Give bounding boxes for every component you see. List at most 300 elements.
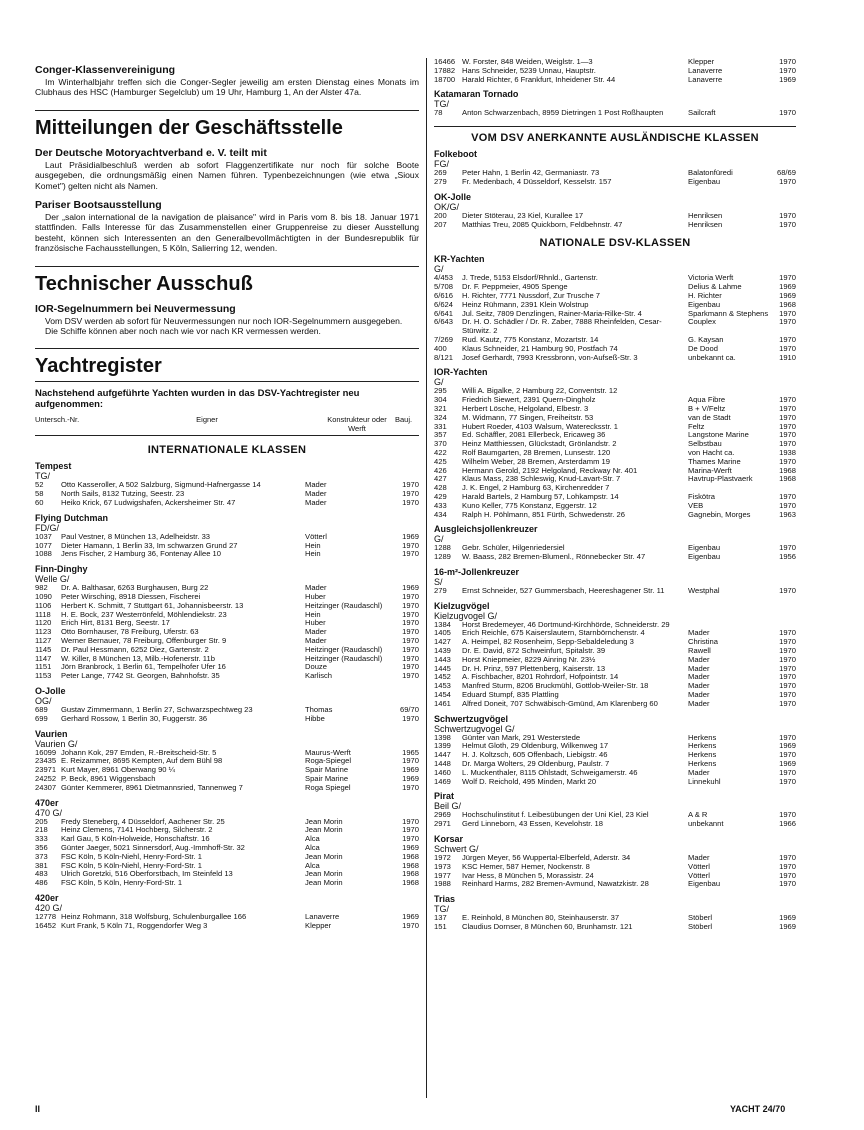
- owner: Dr. Marga Wolters, 29 Oldenburg, Paulstr. 7: [462, 759, 610, 769]
- builder: Thames Marine: [688, 456, 741, 466]
- builder: Balatonfüredi: [688, 168, 733, 178]
- builder: Herkens: [688, 759, 717, 769]
- owner: FSC Köln, 5 Köln-Niehl, Henry-Ford-Str. 1: [61, 851, 202, 861]
- sail-number: 400: [434, 343, 447, 353]
- sail-number: 699: [35, 713, 48, 723]
- build-year: 1970: [779, 412, 796, 422]
- builder: Spair Marine: [305, 774, 349, 783]
- table-row: [434, 221, 796, 230]
- builder: Heitzinger (Raudaschl): [305, 600, 383, 610]
- builder: Herkens: [688, 741, 717, 751]
- owner: Dieter Stöterau, 23 Kiel, Kurallee 17: [462, 210, 584, 220]
- build-year: 1970: [779, 176, 796, 186]
- owner: Harald Bartels, 2 Hamburg 57, Lohkampstr. 14: [462, 491, 619, 501]
- sail-number: 373: [35, 851, 48, 861]
- owner: Peter Wirsching, 8918 Diessen, Fischerei: [61, 592, 201, 602]
- build-year: 1970: [402, 549, 419, 559]
- build-year: 1970: [779, 403, 796, 413]
- builder: Roga Spiegel: [305, 782, 351, 792]
- build-year: 1963: [779, 509, 796, 519]
- build-year: 1968: [402, 851, 419, 861]
- build-year: 1970: [779, 108, 796, 118]
- register-column-header: [35, 416, 419, 436]
- build-year: 1970: [402, 920, 419, 930]
- owner: Klaus Mass, 238 Schleswig, Knud-Lavart-Str. 7: [462, 474, 621, 484]
- sail-number: 60: [35, 498, 44, 508]
- owner: Kurt Mayer, 8961 Oberwang 90 ¼: [61, 765, 175, 775]
- owner: Friedrich Siewert, 2391 Quern-Dingholz: [462, 395, 596, 405]
- sail-number: 689: [35, 705, 48, 715]
- owner: Herbert K. Schmitt, 7 Stuttgart 61, Johannisbeerstr. 13: [61, 600, 244, 610]
- build-year: 1969: [779, 922, 796, 932]
- sail-number: 2969: [434, 810, 451, 820]
- builder: Klepper: [305, 920, 332, 930]
- sail-number: 5/708: [434, 282, 454, 292]
- build-year: 1970: [779, 317, 796, 327]
- owner: Hubert Roeder, 4103 Walsum, Waterecksstr. 1: [462, 421, 619, 431]
- owner: Ed. Schäffler, 2081 Ellerbeck, Ericaweg 36: [462, 430, 606, 440]
- sail-number: 295: [434, 386, 447, 396]
- build-year: 1970: [402, 627, 419, 637]
- table-row: [434, 587, 796, 596]
- build-year: 1970: [779, 273, 796, 283]
- build-year: 1970: [779, 681, 796, 691]
- owner: Heiko Krick, 67 Ludwigshafen, Ackersheimer Str. 47: [61, 498, 236, 508]
- sail-number: 12778: [35, 911, 57, 921]
- sail-number: 24252: [35, 774, 57, 783]
- sail-number: 331: [434, 421, 447, 431]
- builder: Alca: [305, 842, 320, 852]
- class-block: [35, 461, 419, 507]
- builder: Vötterl: [688, 861, 710, 871]
- builder: Hein: [305, 540, 321, 550]
- builder: Jean Morin: [305, 878, 343, 888]
- builder: Lanaverre: [688, 74, 723, 84]
- foreign-classes-heading: VOM DSV ANERKANNTE AUSLÄNDISCHE KLASSEN: [434, 126, 796, 144]
- sail-number: 137: [434, 913, 447, 923]
- owner: Heinz Rühmann, 2391 Klein Wolstrup: [462, 299, 589, 309]
- builder: Selbstbau: [688, 439, 722, 449]
- builder: von Hacht ca.: [688, 447, 735, 457]
- class-block: [434, 567, 796, 596]
- sail-number: 269: [434, 168, 447, 178]
- sail-number: 357: [434, 430, 447, 440]
- builder: Vötterl: [305, 531, 327, 541]
- sail-number: 427: [434, 474, 447, 484]
- owner: Heinz Clemens, 7141 Hochberg, Silcherstr. 2: [61, 825, 213, 835]
- sail-number: 1453: [434, 681, 451, 691]
- owner: Dr. F. Peppmeier, 4905 Spenge: [462, 282, 568, 292]
- build-year: 1970: [779, 395, 796, 405]
- sail-number: 8/121: [434, 352, 454, 362]
- owner: Karl Gau, 5 Köln-Holweide, Honschaftstr. 16: [61, 834, 210, 844]
- build-year: 1970: [402, 600, 419, 610]
- class-sail-sign: TG/: [434, 99, 449, 110]
- owner: Fredy Steneberg, 4 Düsseldorf, Aachener Str. 25: [61, 816, 225, 826]
- sail-number: 1090: [35, 592, 52, 602]
- builder: Huber: [305, 618, 326, 628]
- build-year: 1968: [402, 869, 419, 879]
- owner: Hermann Gerold, 2192 Helgoland, Reckway Nr. 401: [462, 465, 638, 475]
- builder: Christina: [688, 637, 718, 647]
- sail-number: 4/453: [434, 273, 454, 283]
- build-year: 1970: [402, 540, 419, 550]
- sail-number: 324: [434, 412, 447, 422]
- owner: A. Fischbacher, 8201 Rohrdorf, Hofpointstr. 14: [462, 672, 619, 682]
- owner: P. Beck, 8961 Wiggensbach: [61, 774, 156, 783]
- sail-number: 24307: [35, 782, 57, 792]
- owner: Herbert Lösche, Helgoland, Elbestr. 3: [462, 403, 589, 413]
- table-row: [434, 511, 796, 520]
- owner: H. E. Bock, 237 Westerrönfeld, Möhlendiekstr. 23: [61, 609, 227, 619]
- build-year: 1970: [779, 870, 796, 880]
- sail-number: 207: [434, 219, 447, 229]
- builder: Aqua Fibre: [688, 395, 726, 405]
- class-block: [434, 89, 796, 118]
- motoryacht-heading: Der Deutsche Motoryachtverband e. V. teilt mit: [35, 146, 267, 159]
- owner: Gerhard Rossow, 1 Berlin 30, Fuggerstr. 36: [61, 713, 208, 723]
- owner: W. Killer, 8 München 13, Milb.-Hofenerstr. 11b: [61, 653, 215, 663]
- owner: Heinz Rohmann, 318 Wolfsburg, Schulenburgallee 166: [61, 911, 247, 921]
- class-name: Trias: [434, 894, 456, 905]
- build-year: 1970: [779, 500, 796, 510]
- boot-show-text: Der „salon international de la navigation de plaisance" wird in Paris vom 8. bis 18. Januar 1971 stattfinden. Falls Interesse für das Zusammenstellen einer Gruppenreise zu dieser Ausstellung besteht, können sich Interessenten an den Generalbevollmächtigten in der Bundesrepublik für französische Fachausstellungen, 5 Köln, Salierring 12, wenden.: [35, 212, 419, 254]
- build-year: 1970: [779, 732, 796, 742]
- table-row: [35, 879, 419, 888]
- owner: M. Widmann, 77 Singen, Freiheitstr. 53: [462, 412, 594, 422]
- class-name: Kielzugvögel: [434, 600, 490, 611]
- class-block: [35, 686, 419, 724]
- builder: Maurus-Werft: [305, 747, 351, 757]
- ior-text-1: Vom DSV werden ab sofort für Neuvermessungen nur noch IOR-Segelnummern ausgegeben.: [45, 315, 403, 326]
- builder: G. Kaysan: [688, 334, 724, 344]
- build-year: 1970: [402, 834, 419, 844]
- ior-text-2: Die Schiffe können aber noch nach wie vor nach KR vermessen werden.: [45, 326, 321, 337]
- build-year: 1938: [779, 447, 796, 457]
- sail-number: 1088: [35, 549, 52, 559]
- owner: FSC Köln, 5 Köln-Niehl, Henry-Ford-Str. 1: [61, 860, 202, 870]
- sail-number: 1120: [35, 618, 52, 628]
- owner: J. Trede, 5153 Elsdorf/Rhnld., Gartenstr.: [462, 273, 598, 283]
- builder: VEB: [688, 500, 704, 510]
- sail-number: 1147: [35, 653, 52, 663]
- sail-number: 1399: [434, 741, 451, 751]
- class-sail-sign: 470 G/: [35, 807, 63, 818]
- builder: Huber: [305, 592, 326, 602]
- class-sail-sign: G/: [434, 377, 444, 388]
- builder: Eigenbau: [688, 299, 721, 309]
- builder: Marina-Werft: [688, 465, 732, 475]
- sail-number: 434: [434, 509, 447, 519]
- build-year: 1970: [779, 628, 796, 638]
- build-year: 1970: [402, 636, 419, 646]
- page-number: II: [35, 1104, 41, 1114]
- builder: Fiskötra: [688, 491, 716, 501]
- build-year: 1970: [779, 879, 796, 889]
- sail-number: 1443: [434, 654, 451, 664]
- build-year: 1969: [402, 765, 419, 775]
- table-row: [434, 318, 796, 336]
- class-name: Schwertzugvögel: [434, 713, 509, 724]
- class-block: [434, 192, 796, 230]
- build-year: 1970: [402, 816, 419, 826]
- build-year: 1970: [402, 671, 419, 681]
- left-column: [35, 58, 419, 931]
- owner: Rolf Baumgarten, 28 Bremen, Lunsestr. 120: [462, 447, 611, 457]
- builder: Mader: [688, 690, 710, 700]
- builder: Mader: [688, 698, 710, 708]
- class-block: [434, 254, 796, 362]
- sail-number: 52: [35, 480, 44, 490]
- builder: unbekannt: [688, 819, 724, 829]
- col-builder: Konstrukteur oder Werft: [327, 415, 387, 433]
- build-year: 1969: [402, 842, 419, 852]
- sail-number: 17882: [434, 65, 456, 75]
- builder: Eigenbau: [688, 176, 721, 186]
- build-year: 1970: [402, 489, 419, 499]
- sail-number: 1288: [434, 543, 451, 553]
- sail-number: 1988: [434, 879, 451, 889]
- builder: Mader: [305, 498, 327, 508]
- class-block: [35, 729, 419, 793]
- owner: Wilhelm Weber, 28 Bremen, Arsterdamm 19: [462, 456, 610, 466]
- build-year: 1970: [779, 57, 796, 66]
- class-name: Flying Dutchman: [35, 512, 109, 523]
- sail-number: 429: [434, 491, 447, 501]
- sail-number: 279: [434, 585, 447, 595]
- sail-number: 1454: [434, 690, 451, 700]
- build-year: 1956: [779, 552, 796, 562]
- builder: Henriksen: [688, 219, 723, 229]
- class-name: O-Jolle: [35, 686, 66, 697]
- builder: Mader: [688, 628, 710, 638]
- class-sail-sign: OG/: [35, 696, 52, 707]
- class-block: [434, 524, 796, 562]
- build-year: 1970: [779, 637, 796, 647]
- builder: Jean Morin: [305, 851, 343, 861]
- owner: Manfred Sturm, 8206 Bruckmühl, Gottlob-Weiler-Str. 18: [462, 681, 649, 691]
- sail-number: 1977: [434, 870, 451, 880]
- sail-number: 1972: [434, 853, 451, 863]
- left-class-list: [35, 461, 419, 930]
- table-row: [35, 672, 419, 681]
- builder: Jean Morin: [305, 869, 343, 879]
- class-block: [35, 798, 419, 888]
- register-heading: Yachtregister: [35, 348, 419, 377]
- owner: Hans Schneider, 5239 Unnau, Hauptstr.: [462, 65, 596, 75]
- technik-heading: Technischer Ausschuß: [35, 266, 419, 295]
- build-year: 68/69: [776, 168, 796, 178]
- build-year: 1970: [779, 210, 796, 220]
- owner: Otto Kasseroller, A 502 Salzburg, Sigmund-Hafnergasse 14: [61, 480, 261, 490]
- class-sail-sign: S/: [434, 576, 443, 587]
- build-year: 1969: [779, 290, 796, 300]
- national-class-list: [434, 254, 796, 931]
- builder: Heitzinger (Raudaschl): [305, 644, 383, 654]
- class-block: [434, 601, 796, 709]
- class-block: [35, 513, 419, 559]
- sail-number: 200: [434, 210, 447, 220]
- build-year: 1969: [402, 911, 419, 921]
- sail-number: 1427: [434, 637, 451, 647]
- owner: Ivar Hess, 8 München 5, Morassistr. 24: [462, 870, 594, 880]
- class-block: [434, 894, 796, 932]
- build-year: 1970: [779, 646, 796, 656]
- builder: Hein: [305, 609, 321, 619]
- sail-number: 1452: [434, 672, 451, 682]
- sail-number: 18700: [434, 74, 456, 84]
- sail-number: 218: [35, 825, 48, 835]
- table-row: [434, 923, 796, 932]
- boot-show-heading: Pariser Bootsausstellung: [35, 199, 162, 212]
- sail-number: 1398: [434, 732, 451, 742]
- builder: Mader: [688, 663, 710, 673]
- sail-number: 1469: [434, 776, 451, 786]
- builder: Stöberl: [688, 913, 713, 923]
- build-year: 1910: [779, 352, 796, 362]
- table-row: [434, 700, 796, 709]
- class-name: 470er: [35, 797, 59, 808]
- builder: Mader: [305, 583, 327, 593]
- build-year: 1970: [402, 653, 419, 663]
- owner: Harald Richter, 6 Frankfurt, Inheidener Str. 44: [462, 74, 616, 84]
- register-intro: Nachstehend aufgeführte Yachten wurden in das DSV-Yachtregister neu aufgenommen:: [35, 381, 419, 410]
- ior-heading: IOR-Segelnummern bei Neuvermessung: [35, 302, 236, 315]
- build-year: 1970: [779, 219, 796, 229]
- sail-number: 1037: [35, 531, 52, 541]
- sail-number: 16466: [434, 57, 456, 66]
- sail-number: 1460: [434, 767, 451, 777]
- owner: Otto Bornhauser, 78 Freiburg, Uferstr. 63: [61, 627, 199, 637]
- sail-number: 483: [35, 869, 48, 879]
- builder: Sparkmann & Stephens: [688, 308, 769, 318]
- sail-number: 1077: [35, 540, 52, 550]
- build-year: 1970: [779, 810, 796, 820]
- owner: Horst Kniepmeier, 8229 Ainring Nr. 23½: [462, 654, 596, 664]
- owner: Claudius Dornser, 8 München 60, Brunhamstr. 121: [462, 922, 633, 932]
- build-year: 1969: [779, 741, 796, 751]
- sail-number: 7/269: [434, 334, 454, 344]
- sail-number: 6/641: [434, 308, 454, 318]
- owner: Josef Gerhardt, 7993 Kressbronn, von-Aufseß-Str. 3: [462, 352, 638, 362]
- column-divider: [426, 58, 427, 1098]
- builder: Eigenbau: [688, 543, 721, 553]
- build-year: 1968: [779, 465, 796, 475]
- builder: Thomas: [305, 705, 333, 715]
- class-name: Tempest: [35, 461, 72, 472]
- sail-number: 356: [35, 842, 48, 852]
- builder: A & R: [688, 810, 708, 820]
- builder: Herkens: [688, 750, 717, 760]
- table-row: [434, 778, 796, 787]
- class-name: Pirat: [434, 791, 455, 802]
- sail-number: 982: [35, 583, 48, 593]
- owner: North Sails, 8132 Tutzing, Seestr. 23: [61, 489, 185, 499]
- builder: Mader: [688, 681, 710, 691]
- catamaran-list: [434, 89, 796, 118]
- build-year: 1970: [402, 498, 419, 508]
- builder: H. Richter: [688, 290, 722, 300]
- sail-number: 23435: [35, 756, 57, 766]
- owner: KSC Hemer, 587 Hemer, Nockenstr. 8: [462, 861, 590, 871]
- owner: Reinhard Harms, 282 Bremen-Avmund, Nawatzkistr. 28: [462, 879, 649, 889]
- international-classes-heading: INTERNATIONALE KLASSEN: [147, 444, 307, 457]
- sail-number: 381: [35, 860, 48, 870]
- builder: Havtrup-Plastvaerk: [688, 474, 753, 484]
- build-year: 1970: [402, 618, 419, 628]
- right-column: [434, 58, 796, 932]
- build-year: 1970: [779, 430, 796, 440]
- build-year: 1968: [402, 878, 419, 888]
- build-year: 1970: [402, 782, 419, 792]
- owner: Jens Fischer, 2 Hamburg 36, Fontenay Allee 10: [61, 549, 221, 559]
- sail-number: 58: [35, 489, 44, 499]
- builder: Jean Morin: [305, 825, 343, 835]
- build-year: 1970: [402, 480, 419, 490]
- sail-number: 205: [35, 816, 48, 826]
- build-year: 1969: [779, 913, 796, 923]
- sail-number: 1145: [35, 644, 52, 654]
- builder: Heitzinger (Raudaschl): [305, 653, 383, 663]
- owner: Alfred Doneit, 707 Schwäbisch-Gmünd, Am Klarenberg 60: [462, 698, 658, 708]
- col-number: Untersch.-Nr.: [35, 415, 80, 425]
- vaurien-continued-list: [434, 58, 796, 84]
- owner: Willi A. Bigalke, 2 Hamburg 22, Conventstr. 12: [462, 386, 618, 396]
- sail-number: 6/624: [434, 299, 454, 309]
- class-name: IOR-Yachten: [434, 367, 488, 378]
- sail-number: 1106: [35, 600, 52, 610]
- builder: unbekannt ca.: [688, 352, 736, 362]
- builder: Mader: [688, 672, 710, 682]
- builder: Klepper: [688, 57, 715, 66]
- owner: Jürgen Meyer, 56 Wuppertal-Elberfeld, Aderstr. 34: [462, 853, 631, 863]
- owner: Hochschulinstitut f. Leibesübungen der Uni Kiel, 23 Kiel: [462, 810, 649, 820]
- owner: Anton Schwarzenbach, 8959 Dietringen 1 Post Roßhaupten: [462, 108, 664, 118]
- class-sail-sign: TG/: [434, 904, 449, 915]
- table-row: [35, 784, 419, 793]
- table-row: [35, 715, 419, 724]
- owner: J. K. Engel, 2 Hamburg 63, Kirchenredder 7: [462, 483, 610, 493]
- owner: Johann Kok, 297 Emden, R.-Breitscheid-Str. 5: [61, 747, 217, 757]
- sail-number: 1973: [434, 861, 451, 871]
- build-year: 1970: [779, 698, 796, 708]
- owner: Kurt Frank, 5 Köln 71, Roggendorfer Weg 3: [61, 920, 208, 930]
- sail-number: 1123: [35, 627, 52, 637]
- builder: Mader: [305, 636, 327, 646]
- builder: Mader: [305, 480, 327, 490]
- sail-number: 422: [434, 447, 447, 457]
- build-year: 1970: [402, 592, 419, 602]
- class-name: 16-m²-Jollenkreuzer: [434, 566, 520, 577]
- class-name: Ausgleichsjollenkreuzer: [434, 524, 538, 535]
- builder: van de Stadt: [688, 412, 731, 422]
- sail-number: 2971: [434, 819, 451, 829]
- builder: De Dood: [688, 343, 718, 353]
- owner: Jörn Branbrock, 1 Berlin 61, Tempelhofer Ufer 16: [61, 662, 226, 672]
- class-name: Finn-Dinghy: [35, 564, 88, 575]
- owner: Peter Hahn, 1 Berlin 42, Germaniastr. 73: [462, 168, 600, 178]
- owner: Wolf D. Reichold, 495 Minden, Markt 20: [462, 776, 597, 786]
- builder: Gagnebin, Morges: [688, 509, 751, 519]
- owner: Klaus Schneider, 21 Hamburg 90, Postfach 74: [462, 343, 618, 353]
- col-year: Bauj.: [395, 415, 413, 425]
- builder: Westphal: [688, 585, 720, 595]
- build-year: 1965: [402, 747, 419, 757]
- class-sail-sign: TG/: [35, 471, 50, 482]
- sail-number: 304: [434, 395, 447, 405]
- build-year: 1969: [779, 282, 796, 292]
- builder: Rawell: [688, 646, 711, 656]
